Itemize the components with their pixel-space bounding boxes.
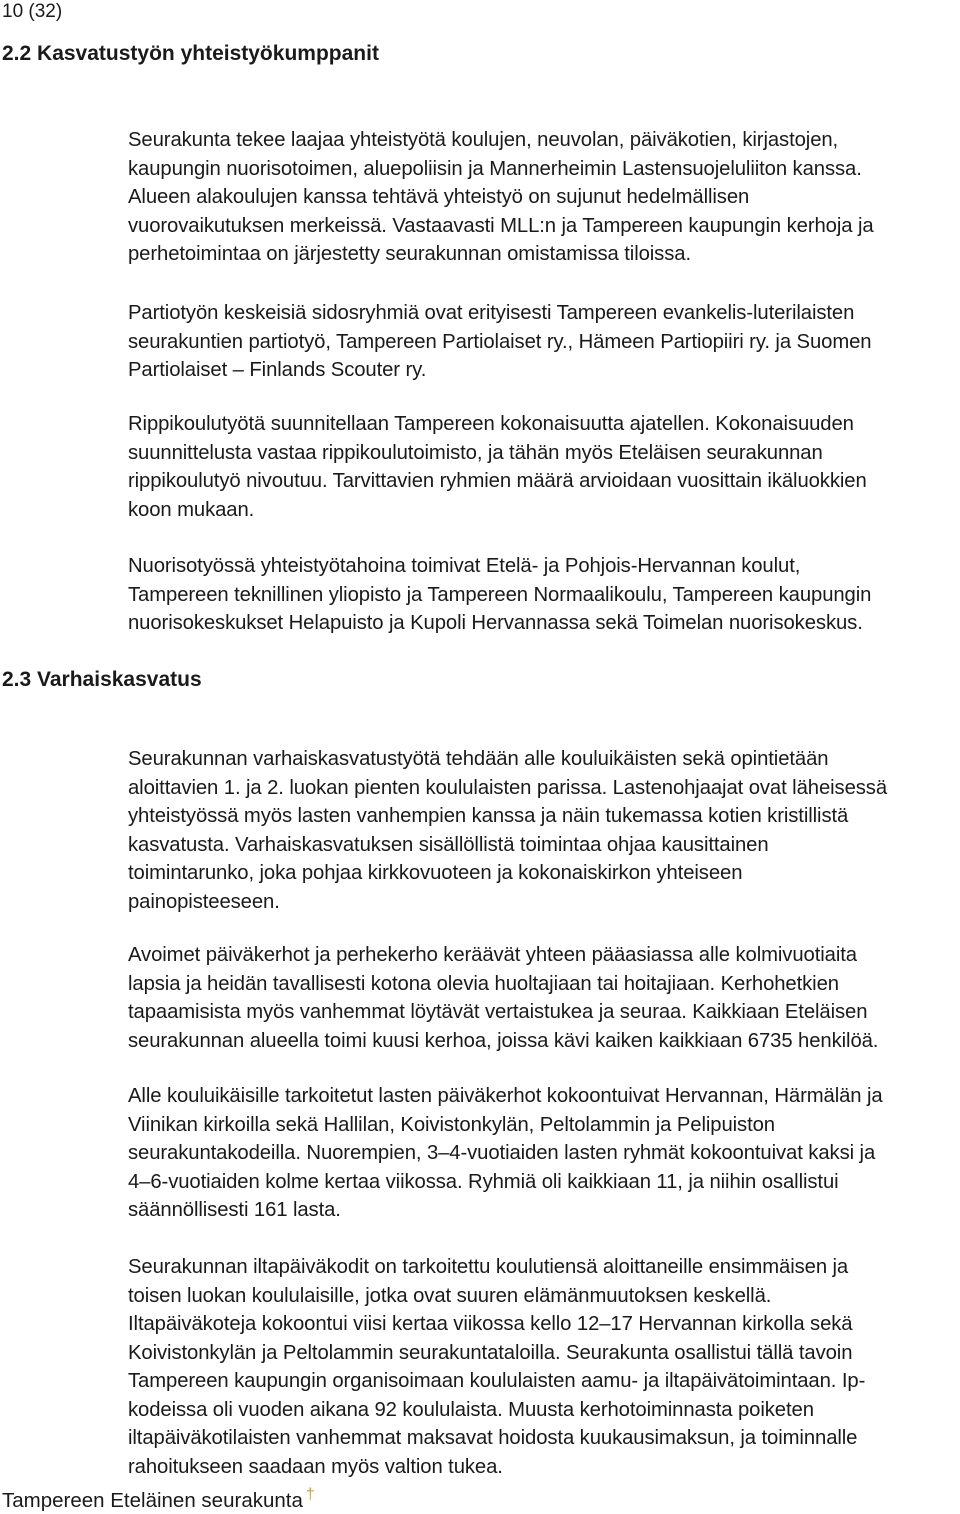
text-line: vuorovaikutuksen merkeissä. Vastaavasti MLL:n ja Tampereen kaupungin kerhoja ja <box>128 214 874 237</box>
text-line: suunnittelusta vastaa rippikoulutoimisto, ja tähän myös Eteläisen seurakunnan <box>128 441 823 464</box>
text-line: kasvatusta. Varhaiskasvatuksen sisällöllistä toimintaa ohjaa kausittainen <box>128 833 769 856</box>
text-line: Tampereen teknillinen yliopisto ja Tampereen Normaalikoulu, Tampereen kaupungin <box>128 583 872 606</box>
text-line: Nuorisotyössä yhteistyötahoina toimivat Etelä- ja Pohjois-Hervannan koulut, <box>128 555 801 577</box>
paragraph-afternoon-care <box>128 1253 958 1481</box>
text-line: Viinikan kirkoilla sekä Hallilan, Koivistonkylän, Peltolammin ja Pelipuiston <box>128 1113 775 1136</box>
text-line: Alle kouluikäisille tarkoitetut lasten päiväkerhot kokoontuivat Hervannan, Härmälän ja <box>128 1085 883 1107</box>
text-line: Avoimet päiväkerhot ja perhekerho keräävät yhteen pääasiassa alle kolmivuotiaita <box>128 944 857 966</box>
text-line: Partiolaiset – Finlands Scouter ry. <box>128 359 427 381</box>
footer <box>2 1482 315 1514</box>
text-line: koon mukaan. <box>128 498 255 521</box>
text-line: perhetoimintaa on järjestetty seurakunnan omistamissa tiloissa. <box>128 243 691 265</box>
paragraph-confirmation-school <box>128 410 958 524</box>
text-line: rahoitukseen saadaan myös valtion tukea. <box>128 1455 503 1478</box>
text-line: seurakuntien partiotyö, Tampereen Partiolaiset ry., Hämeen Partiopiiri ry. ja Suomen <box>128 330 872 353</box>
page-number: 10 (32) <box>2 1 63 22</box>
paragraph-collaboration <box>128 126 958 269</box>
text-line: Alueen alakoulujen kanssa tehtävä yhteistyö on sujunut hedelmällisen <box>128 186 750 208</box>
text-line: Koivistonkylän ja Peltolammin seurakuntataloilla. Seurakunta osallistui tällä tavoin <box>128 1341 853 1364</box>
text-line: säännöllisesti 161 lasta. <box>128 1199 341 1221</box>
text-line: Seurakunta tekee laajaa yhteistyötä koulujen, neuvolan, päiväkotien, kirjastojen, <box>128 129 839 151</box>
text-line: Iltapäiväkoteja kokoontui viisi kertaa viikossa kello 12–17 Hervannan kirkolla sekä <box>128 1313 853 1335</box>
section-heading-2-3: 2.3 Varhaiskasvatus <box>2 668 202 691</box>
text-line: Partiotyön keskeisiä sidosryhmiä ovat erityisesti Tampereen evankelis-luterilaisten <box>128 302 855 324</box>
text-line: iltapäiväkotilaisten vanhemmat maksavat hoidosta kuukausimaksun, ja toiminnalle <box>128 1427 858 1449</box>
footer-organization: Tampereen Eteläinen seurakunta <box>2 1489 303 1512</box>
text-line: Tampereen kaupungin organisoimaan koululaisten aamu- ja iltapäivätoimintaan. Ip- <box>128 1370 866 1392</box>
paragraph-scouting <box>128 299 958 385</box>
text-line: toimintarunko, joka pohjaa kirkkovuoteen ja kokonaiskirkon yhteiseen <box>128 862 743 884</box>
cross-icon: † <box>305 1486 315 1503</box>
text-line: aloittavien 1. ja 2. luokan pienten koululaisten parissa. Lastenohjaajat ovat läheisessä <box>128 776 888 799</box>
text-line: 4–6-vuotiaiden kolme kertaa viikossa. Ryhmiä oli kaikkiaan 11, ja niihin osallistui <box>128 1170 839 1193</box>
section-heading-2-2: 2.2 Kasvatustyön yhteistyökumppanit <box>2 42 379 65</box>
text-line: seurakuntakodeilla. Nuorempien, 3–4-vuotiaiden lasten ryhmät kokoontuivat kaksi ja <box>128 1142 876 1164</box>
text-line: rippikoulutyö nivoutuu. Tarvittavien ryhmien määrä arvioidaan vuosittain ikäluokkien <box>128 470 867 492</box>
text-line: yhteistyössä myös lasten vanhempien kanssa ja näin tukemassa kotien kristillistä <box>128 805 849 827</box>
paragraph-youth-work <box>128 552 958 638</box>
text-line: seurakunnan alueella toimi kuusi kerhoa, joissa kävi kaiken kaikkiaan 6735 henkilöä. <box>128 1029 879 1052</box>
text-line: kaupungin nuorisotoimen, aluepoliisin ja Mannerheimin Lastensuojeluliiton kanssa. <box>128 157 862 180</box>
paragraph-open-clubs <box>128 941 958 1055</box>
text-line: lapsia ja heidän tavallisesti kotona olevia huoltajiaan tai hoitajiaan. Kerhohetkien <box>128 972 839 995</box>
text-line: tapaamisista myös vanhemmat löytävät vertaistukea ja seuraa. Kaikkiaan Eteläisen <box>128 1001 868 1023</box>
paragraph-early-education <box>128 745 958 916</box>
text-line: Rippikoulutyötä suunnitellaan Tampereen kokonaisuutta ajatellen. Kokonaisuuden <box>128 413 854 435</box>
paragraph-day-clubs <box>128 1082 958 1225</box>
text-line: painopisteeseen. <box>128 890 280 913</box>
text-line: Seurakunnan iltapäiväkodit on tarkoitettu koulutiensä aloittaneille ensimmäisen ja <box>128 1256 849 1278</box>
text-line: nuorisokeskukset Helapuisto ja Kupoli Hervannassa sekä Toimelan nuorisokeskus. <box>128 612 863 634</box>
text-line: kodeissa oli vuoden aikana 92 koululaista. Muusta kerhotoiminnasta poiketen <box>128 1398 814 1421</box>
text-line: Seurakunnan varhaiskasvatustyötä tehdään alle kouluikäisten sekä opintietään <box>128 748 829 770</box>
text-line: toisen luokan koululaisille, jotka ovat suuren elämänmuutoksen keskellä. <box>128 1284 772 1307</box>
